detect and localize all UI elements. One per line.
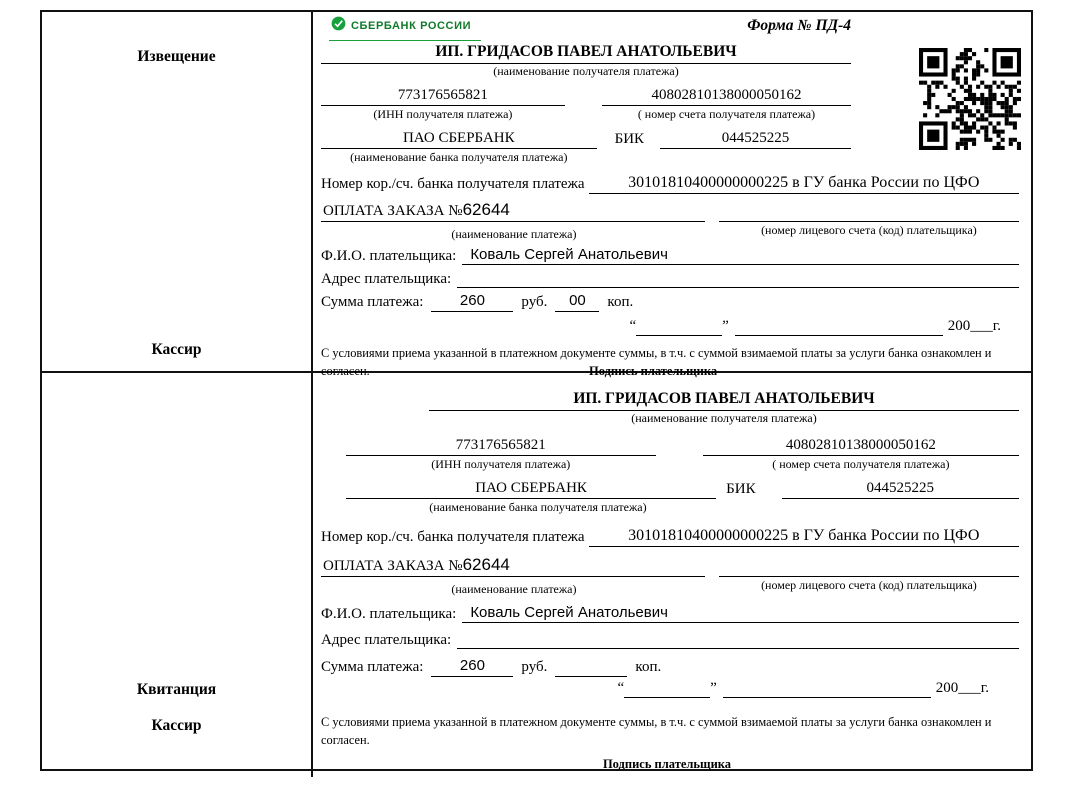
bik-value: 044525225 xyxy=(660,129,851,149)
payment-name-caption: (наименование платежа) xyxy=(451,581,577,596)
payer-address-row xyxy=(321,269,1019,288)
corr-account-label: Номер кор./сч. банка получателя платежа xyxy=(321,176,585,193)
payment-purpose-prefix: ОПЛАТА ЗАКАЗА № xyxy=(323,557,463,574)
amount-label: Сумма платежа: xyxy=(321,294,424,311)
payer-code-caption: (номер лицевого счета (код) плательщика) xyxy=(761,577,977,592)
payer-address-label: Адрес плательщика: xyxy=(321,270,452,287)
payer-name-value: Коваль Сергей Анатольевич xyxy=(462,246,1019,266)
corr-account-row xyxy=(321,526,1019,547)
payment-purpose-row xyxy=(321,554,1019,577)
rub-label: руб. xyxy=(521,659,548,676)
qr-code xyxy=(919,48,1021,150)
corr-account-label: Номер кор./сч. банка получателя платежа xyxy=(321,529,585,546)
quote-close: ” xyxy=(710,680,717,697)
recipient-name: ИП. ГРИДАСОВ ПАВЕЛ АНАТОЛЬЕВИЧ xyxy=(429,389,1019,411)
amount-kop-value xyxy=(555,658,627,677)
purpose-captions xyxy=(321,223,1019,242)
recipient-caption: (наименование получателя платежа) xyxy=(631,411,817,426)
bank-name-value: ПАО СБЕРБАНК xyxy=(321,129,597,149)
date-line xyxy=(321,317,1019,336)
notice-section xyxy=(42,12,1031,379)
corr-account-value: 30101810400000000225 в ГУ банка России по ЦФО xyxy=(589,526,1019,547)
date-year-label: 200___г. xyxy=(935,680,989,697)
account-caption: ( номер счета получателя платежа) xyxy=(772,457,950,472)
signature-label: Подпись плательщика xyxy=(589,363,718,378)
payer-name-label: Ф.И.О. плательщика: xyxy=(321,605,457,622)
payer-address-row xyxy=(321,630,1019,649)
inn-account-captions xyxy=(321,107,851,122)
order-number: 62644 xyxy=(462,199,510,219)
notice-label: Извещение xyxy=(137,48,216,65)
recipient-name: ИП. ГРИДАСОВ ПАВЕЛ АНАТОЛЬЕВИЧ xyxy=(321,42,851,64)
cashier-label: Кассир xyxy=(151,717,202,735)
payment-name-caption: (наименование платежа) xyxy=(451,226,577,241)
bank-caption: (наименование банка получателя платежа) xyxy=(429,499,647,514)
signature-label: Подпись плательщика xyxy=(602,757,732,772)
date-month-field xyxy=(735,317,943,336)
quote-open: “ xyxy=(617,680,625,697)
payment-purpose-value xyxy=(321,554,705,577)
payer-code-field xyxy=(719,203,1019,222)
inn-account-row xyxy=(346,436,1019,456)
inn-value: 773176565821 xyxy=(346,436,656,456)
receipt-content xyxy=(313,373,1031,777)
amount-row xyxy=(321,292,1019,312)
inn-caption: (ИНН получателя платежа) xyxy=(373,107,513,122)
date-year-label: 200___г. xyxy=(947,318,1001,335)
amount-label: Сумма платежа: xyxy=(321,659,424,676)
sberbank-logo xyxy=(329,16,481,41)
bank-bik-row xyxy=(321,129,851,149)
quote-close: ” xyxy=(722,318,729,335)
account-caption: ( номер счета получателя платежа) xyxy=(637,107,816,122)
order-number: 62644 xyxy=(462,554,510,574)
notice-side-cell xyxy=(42,12,313,371)
bik-label: БИК xyxy=(726,481,756,498)
recipient-caption: (наименование получателя платежа) xyxy=(493,64,679,79)
inn-value: 773176565821 xyxy=(321,86,565,106)
date-line xyxy=(321,679,1019,698)
amount-rub-value: 260 xyxy=(431,292,513,312)
payer-address-value xyxy=(457,630,1019,649)
payer-name-row xyxy=(321,604,1019,624)
payment-purpose-row xyxy=(321,199,1019,222)
amount-kop-value: 00 xyxy=(555,292,599,312)
terms-text: С условиями приема указанной в платежном документе суммы, в т.ч. с суммой взимаемой платы за услуги банка ознакомлен и согласен. xyxy=(321,715,992,748)
rub-label: руб. xyxy=(521,294,548,311)
payer-code-caption: (номер лицевого счета (код) плательщика) xyxy=(761,222,977,237)
bank-caption: (наименование банка получателя платежа) xyxy=(350,149,568,164)
cashier-label: Кассир xyxy=(151,341,202,358)
terms-text: С условиями приема указанной в платежном документе суммы, в т.ч. с суммой взимаемой платы за услуги банка ознакомлен и согласен. xyxy=(321,346,992,379)
receipt-title-block xyxy=(429,389,1019,426)
purpose-captions xyxy=(321,578,1019,597)
bik-value: 044525225 xyxy=(782,479,1019,499)
amount-row xyxy=(321,657,1019,677)
account-value: 40802810138000050162 xyxy=(602,86,851,106)
date-day-field xyxy=(636,317,722,336)
sberbank-logo-icon xyxy=(331,16,346,37)
terms-block xyxy=(321,714,1019,773)
payer-name-row xyxy=(321,246,1019,266)
amount-rub-value: 260 xyxy=(431,657,513,677)
payer-name-value: Коваль Сергей Анатольевич xyxy=(462,604,1019,624)
account-value: 40802810138000050162 xyxy=(703,436,1019,456)
payer-address-label: Адрес плательщика: xyxy=(321,631,452,648)
notice-header-row xyxy=(321,16,1019,40)
payment-purpose-prefix: ОПЛАТА ЗАКАЗА № xyxy=(323,202,463,219)
date-month-field xyxy=(723,679,931,698)
inn-account-row xyxy=(321,86,851,106)
corr-account-value: 30101810400000000225 в ГУ банка России по ЦФО xyxy=(589,173,1019,194)
kop-label: коп. xyxy=(635,659,662,676)
inn-account-captions xyxy=(346,457,1019,472)
payer-address-value xyxy=(457,269,1019,288)
payer-name-label: Ф.И.О. плательщика: xyxy=(321,247,457,264)
receipt-label: Квитанция xyxy=(136,681,217,699)
sberbank-logo-text: СБЕРБАНК РОССИИ xyxy=(351,19,472,32)
date-day-field xyxy=(624,679,710,698)
corr-account-row xyxy=(321,173,1019,194)
payment-form-pd4 xyxy=(40,10,1033,771)
payment-purpose-value xyxy=(321,199,705,222)
receipt-section xyxy=(42,373,1031,777)
quote-open: “ xyxy=(629,318,637,335)
bank-bik-row xyxy=(346,479,1019,499)
notice-upper-block xyxy=(321,42,851,165)
bank-name-value: ПАО СБЕРБАНК xyxy=(346,479,716,499)
receipt-side-cell xyxy=(42,373,313,777)
payer-code-field xyxy=(719,558,1019,577)
bik-label: БИК xyxy=(614,131,645,148)
kop-label: коп. xyxy=(607,294,634,311)
notice-content xyxy=(313,12,1031,379)
form-number: Форма № ПД-4 xyxy=(747,17,851,34)
inn-caption: (ИНН получателя платежа) xyxy=(431,457,571,472)
